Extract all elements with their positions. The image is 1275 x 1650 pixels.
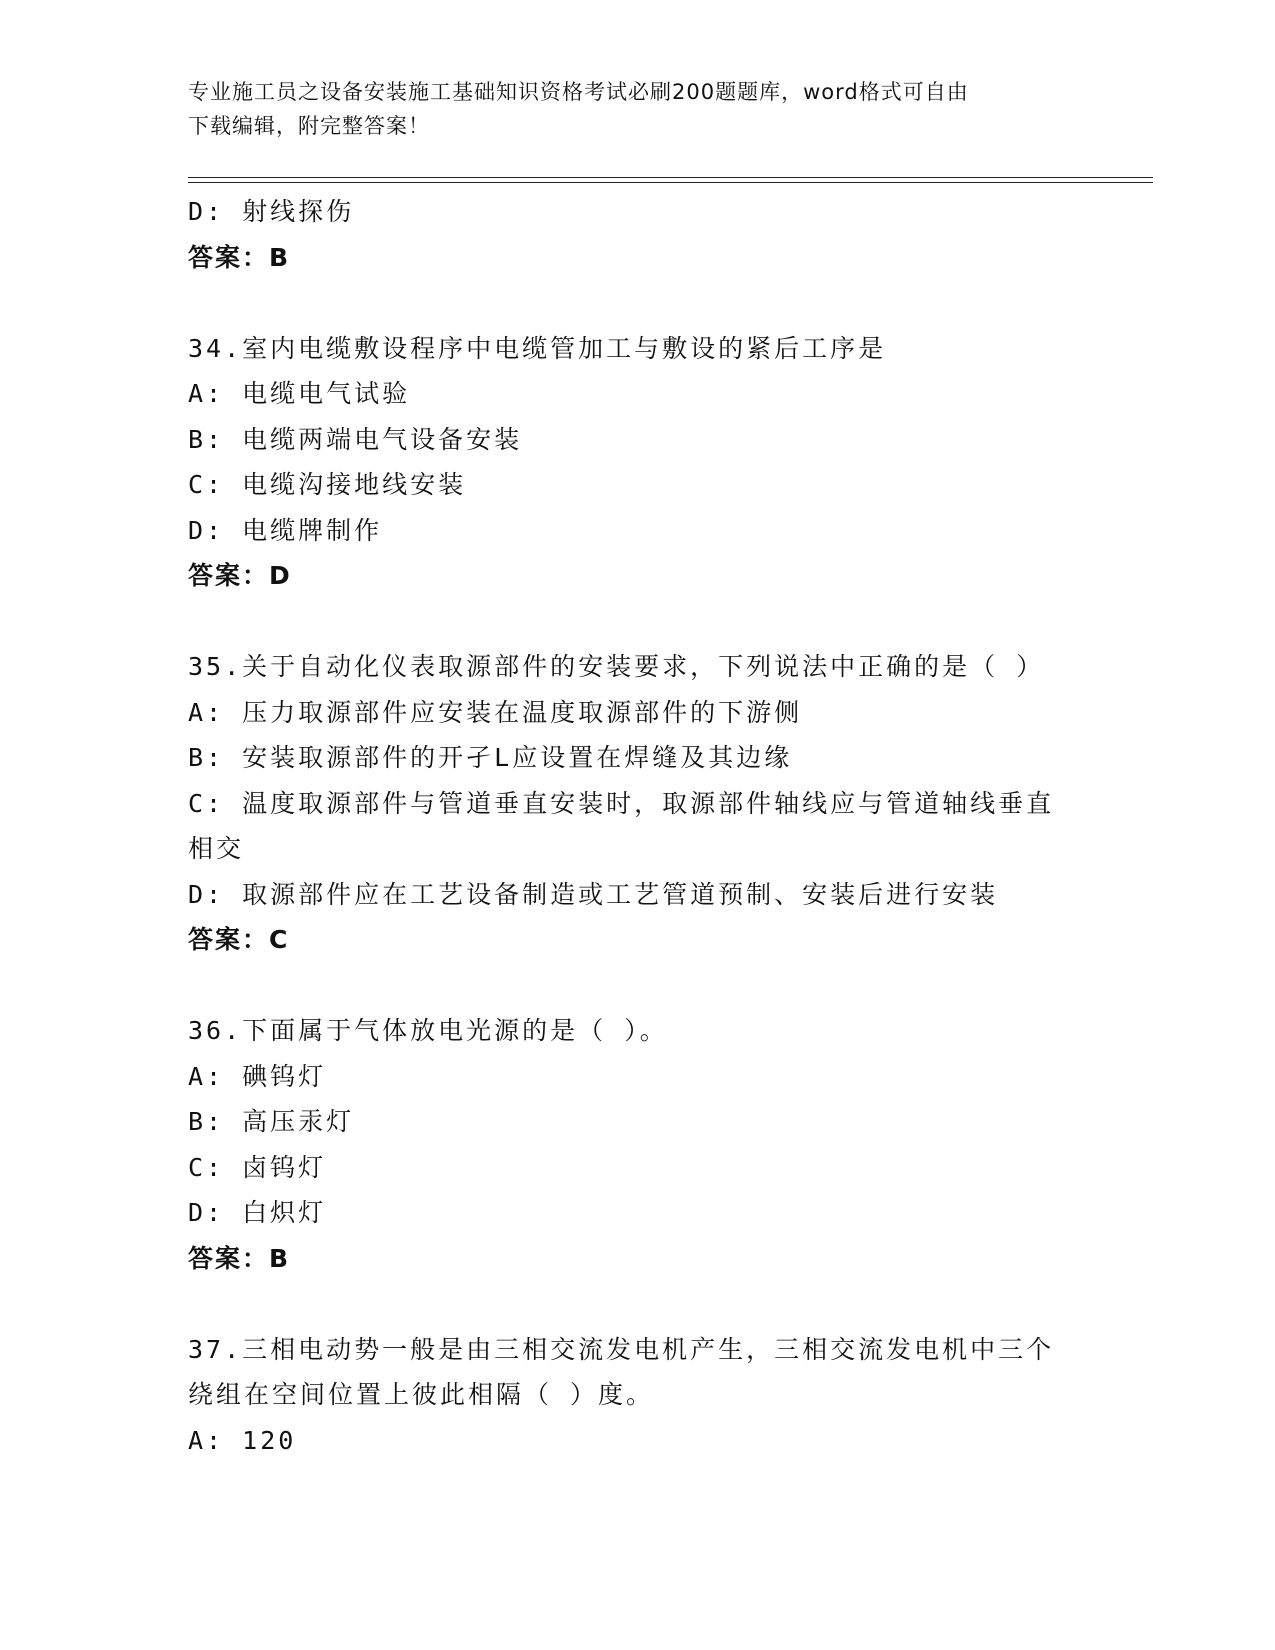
answer: 答案：B [188, 1243, 291, 1273]
spacer [188, 1281, 1088, 1327]
question-text: 34.室内电缆敷设程序中电缆管加工与敷设的紧后工序是 [188, 333, 887, 363]
option-c: C: 卤钨灯 [188, 1152, 327, 1182]
spacer [188, 599, 1088, 645]
question-text: 36.下面属于气体放电光源的是（ ）。 [188, 1016, 668, 1045]
spacer [188, 280, 1088, 326]
option-d: D: 电缆牌制作 [188, 515, 383, 545]
option-a: A: 压力取源部件应安装在温度取源部件的下游侧 [188, 697, 803, 727]
spacer [188, 963, 1088, 1009]
header-divider-top [188, 177, 1153, 178]
header-line-1: 专业施工员之设备安装施工基础知识资格考试必刷200题题库，word格式可自由 [188, 80, 969, 104]
answer: 答案：C [188, 925, 290, 954]
option-c: C: 电缆沟接地线安装 [188, 470, 467, 499]
option-b: B: 高压汞灯 [188, 1107, 355, 1136]
question-content [188, 189, 1088, 1463]
question-36 [188, 1008, 1088, 1281]
question-text-line-2: 绕组在空间位置上彼此相隔（ ）度。 [188, 1380, 655, 1409]
question-37 [188, 1327, 1088, 1464]
page-header [188, 75, 1068, 143]
option-a: A: 120 [188, 1425, 297, 1455]
option-c-line-1: C: 温度取源部件与管道垂直安装时，取源部件轴线应与管道轴线垂直 [188, 788, 1055, 818]
option-a: A: 电缆电气试验 [188, 379, 411, 408]
option-d: D: 白炽灯 [188, 1198, 327, 1227]
question-34 [188, 326, 1088, 599]
header-divider-bottom [188, 182, 1153, 183]
option-d: D: 取源部件应在工艺设备制造或工艺管道预制、安装后进行安装 [188, 879, 999, 909]
option-b: B: 安装取源部件的开孑L应设置在焊缝及其边缘 [188, 743, 793, 772]
question-35 [188, 644, 1088, 963]
question-text: 35.关于自动化仪表取源部件的安装要求，下列说法中正确的是（ ） [188, 652, 1045, 681]
option-c-line-2: 相交 [188, 834, 245, 863]
answer: 答案：B [188, 242, 291, 272]
option-d: D: 射线探伤 [188, 197, 355, 226]
option-a: A: 碘钨灯 [188, 1061, 327, 1091]
answer: 答案：D [188, 561, 292, 590]
question-33-tail [188, 189, 1088, 280]
option-b: B: 电缆两端电气设备安装 [188, 424, 523, 454]
header-line-2: 下载编辑，附完整答案！ [188, 114, 430, 138]
question-text-line-1: 37.三相电动势一般是由三相交流发电机产生，三相交流发电机中三个 [188, 1334, 1055, 1364]
